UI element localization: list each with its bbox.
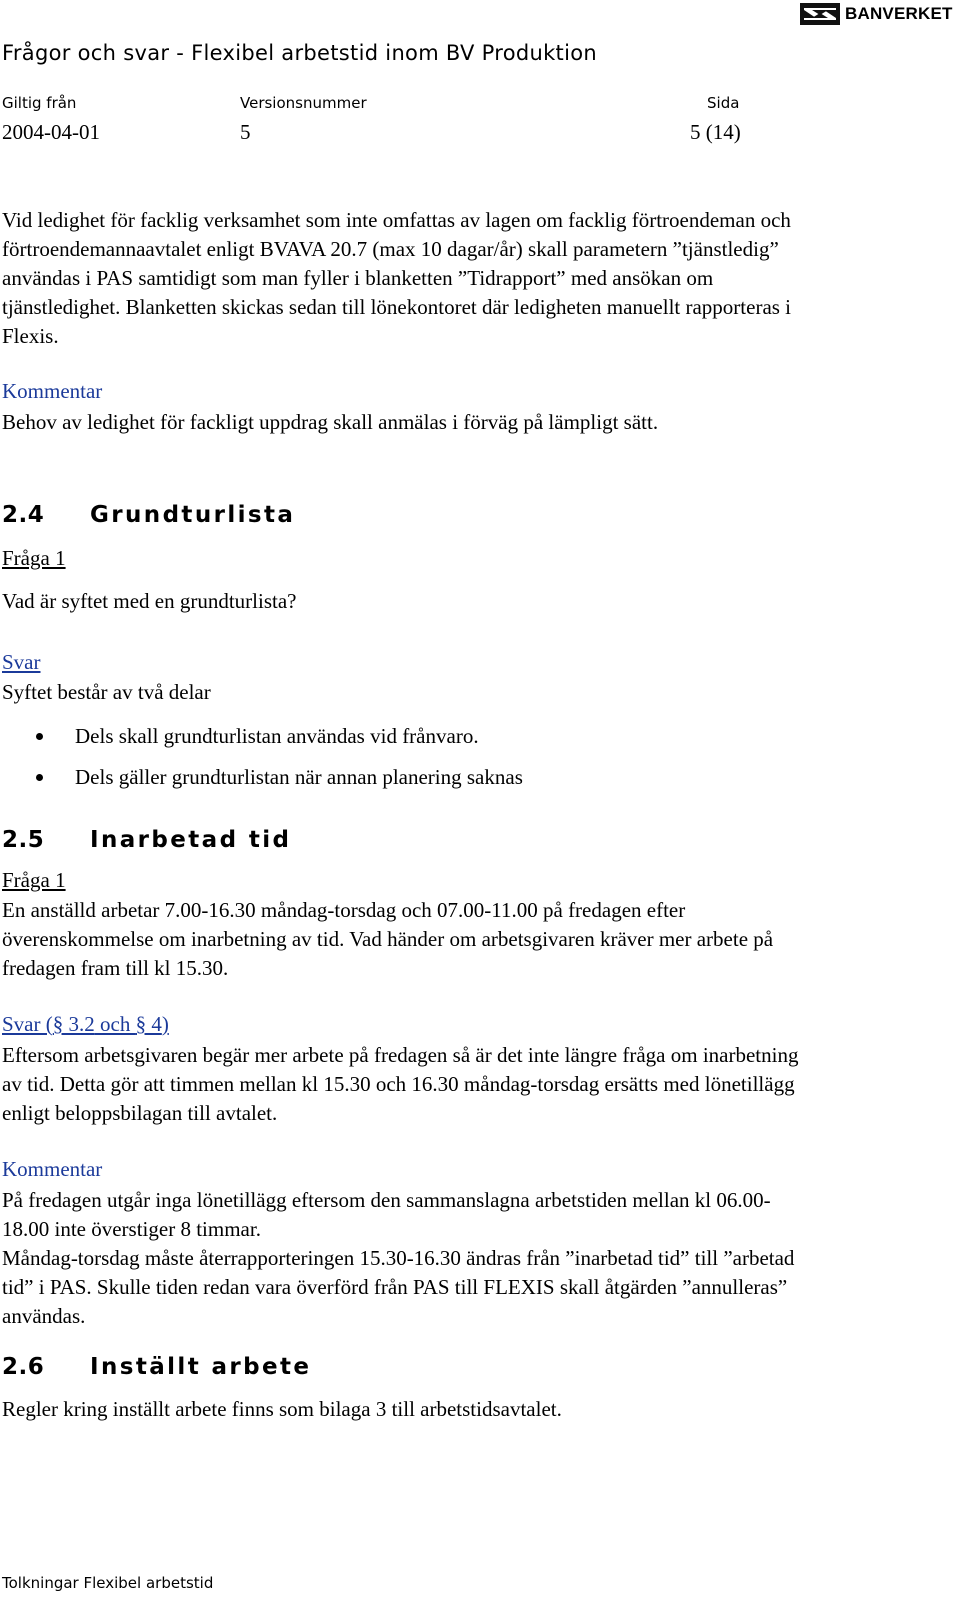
list-item: [36, 765, 523, 790]
section-title: Grundturlista: [90, 502, 296, 528]
page-footer: Tolkningar Flexibel arbetstid: [2, 1574, 214, 1592]
question-paragraph: [2, 896, 947, 983]
list-item: [36, 724, 479, 749]
version-value: 5: [240, 120, 251, 144]
paragraph-reference-link: § 3.2: [52, 1012, 95, 1036]
text-line: En anställd arbetar 7.00-16.30 måndag-torsdag och 07.00-11.00 på fredagen efter: [2, 898, 686, 922]
section-heading-2-6: [2, 1354, 311, 1380]
page-label: Sida: [707, 94, 740, 112]
section-heading-2-4: [2, 502, 295, 528]
text-line: Vid ledighet för facklig verksamhet som inte omfattas av lagen om facklig förtroendeman och: [2, 208, 791, 232]
text-line: överenskommelse om inarbetning av tid. Vad händer om arbetsgivaren kräver mer arbete på: [2, 927, 774, 951]
text-line: 18.00 inte överstiger 8 timmar.: [2, 1217, 261, 1241]
comment-paragraph: [2, 1186, 947, 1331]
section-title: Inarbetad tid: [90, 827, 292, 853]
intro-paragraph: [2, 206, 947, 351]
comment-label: Kommentar: [2, 1157, 103, 1181]
text-line: Måndag-torsdag måste återrapporteringen 15.30-16.30 ändras från ”inarbetad tid” till ”arbetad: [2, 1246, 795, 1270]
answer-label-prefix: Svar (: [2, 1012, 53, 1036]
answer-label: Svar: [2, 650, 41, 674]
answer-paragraph: [2, 1041, 947, 1128]
bullet-icon: [36, 733, 43, 740]
version-label: Versionsnummer: [240, 94, 367, 112]
valid-from-value: 2004-04-01: [2, 120, 100, 144]
list-item-text: Dels skall grundturlistan användas vid frånvaro.: [75, 724, 479, 748]
text-line: tjänstledighet. Blanketten skickas sedan till lönekontoret där ledigheten manuellt rapporteras i: [2, 295, 792, 319]
intro-comment-label: Kommentar: [2, 379, 103, 403]
document-title: Frågor och svar - Flexibel arbetstid inom BV Produktion: [2, 41, 597, 65]
text-line: Flexis.: [2, 324, 59, 348]
text-line: tid” i PAS. Skulle tiden redan vara överförd från PAS till FLEXIS skall åtgärden ”annulleras”: [2, 1275, 788, 1299]
text-line: På fredagen utgår inga lönetillägg eftersom den sammanslagna arbetstiden mellan kl 06.00-: [2, 1188, 771, 1212]
text-line: enligt beloppsbilagan till avtalet.: [2, 1101, 278, 1125]
page-value: 5 (14): [690, 120, 741, 144]
list-item-text: Dels gäller grundturlistan när annan planering saknas: [75, 765, 523, 789]
text-line: användas i PAS samtidigt som man fyller i blanketten ”Tidrapport” med ansökan om: [2, 266, 714, 290]
answer-label-suffix: ): [161, 1012, 169, 1036]
section-text: Regler kring inställt arbete finns som bilaga 3 till arbetstidsavtalet.: [2, 1397, 562, 1421]
text-line: av tid. Detta gör att timmen mellan kl 15.30 och 16.30 måndag-torsdag ersätts med lönetillägg: [2, 1072, 795, 1096]
answer-label-mid: och: [94, 1012, 136, 1036]
section-number: 2.5: [2, 827, 45, 853]
text-line: fredagen fram till kl 15.30.: [2, 956, 229, 980]
intro-comment-text: Behov av ledighet för fackligt uppdrag skall anmälas i förväg på lämpligt sätt.: [2, 410, 659, 434]
answer-text: Syftet består av två delar: [2, 680, 211, 704]
question-text: Vad är syftet med en grundturlista?: [2, 589, 297, 613]
answer-label: [2, 1012, 169, 1037]
text-line: Eftersom arbetsgivaren begär mer arbete på fredagen så är det inte längre fråga om inarbetning: [2, 1043, 799, 1067]
question-label: Fråga 1: [2, 546, 66, 570]
question-label: Fråga 1: [2, 868, 66, 892]
valid-from-label: Giltig från: [2, 94, 77, 112]
section-heading-2-5: [2, 827, 291, 853]
banverket-emblem-icon: [800, 3, 840, 25]
text-line: förtroendemannaavtalet enligt BVAVA 20.7 (max 10 dagar/år) skall parametern ”tjänstledig”: [2, 237, 779, 261]
banverket-logo-text: BANVERKET: [845, 4, 953, 23]
section-title: Inställt arbete: [90, 1354, 312, 1380]
paragraph-reference-link: § 4: [135, 1012, 162, 1036]
bullet-icon: [36, 774, 43, 781]
banverket-logo: [800, 2, 953, 26]
section-number: 2.4: [2, 502, 45, 528]
text-line: användas.: [2, 1304, 86, 1328]
section-number: 2.6: [2, 1354, 45, 1380]
